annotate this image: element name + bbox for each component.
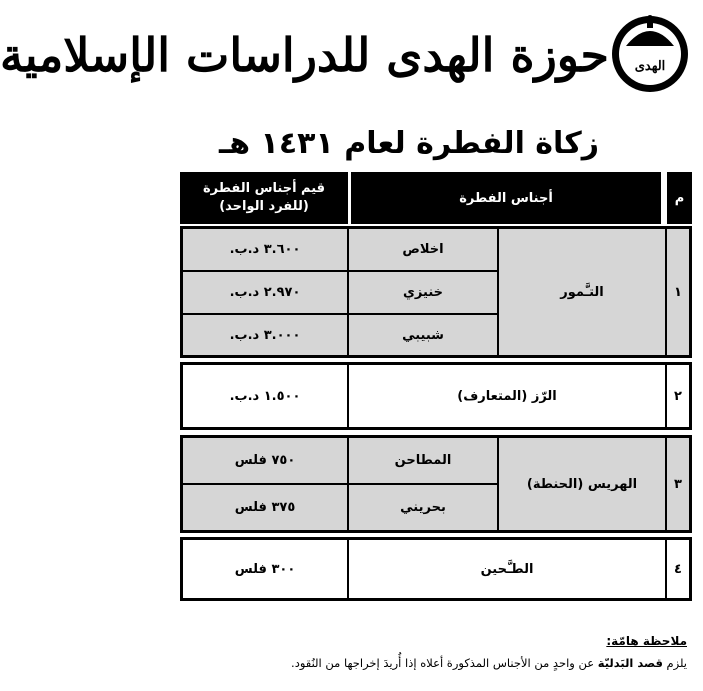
- item-value-cell: ٣.٠٠٠ د.ب.: [182, 314, 348, 356]
- note-text-bold: قصد البَدليّة: [597, 656, 663, 670]
- item-name-cell: بحريني: [348, 484, 498, 531]
- column-header-values: [180, 172, 348, 224]
- logo-text: الهدى: [634, 59, 666, 74]
- item-value-cell: ٢.٩٧٠ د.ب.: [182, 271, 348, 314]
- category-cell: الرّز (المتعارف): [348, 364, 666, 428]
- row-number: ٤: [666, 539, 690, 599]
- item-value-cell: ٣.٦٠٠ د.ب.: [182, 228, 348, 271]
- column-header-number: م: [667, 172, 692, 224]
- category-cell: الطـَّحين: [348, 539, 666, 599]
- note-text: [291, 656, 687, 670]
- item-value-cell: ٣٠٠ فلس: [182, 539, 348, 599]
- item-value-cell: ٧٥٠ فلس: [182, 437, 348, 484]
- column-header-types: أجناس الفطرة: [348, 172, 664, 224]
- item-name-cell: شبيبي: [348, 314, 498, 356]
- item-value-cell: ٣٧٥ فلس: [182, 484, 348, 531]
- column-header-values-sub: (للفرد الواحد): [219, 199, 309, 214]
- item-value-cell: ١.٥٠٠ د.ب.: [182, 364, 348, 428]
- row-number: ٣: [666, 437, 690, 531]
- category-cell: الهريس (الحنطة): [498, 437, 666, 531]
- page-title: زكاة الفطرة لعام ١٤٣١ هـ: [219, 126, 599, 161]
- item-name-cell: المطاحن: [348, 437, 498, 484]
- page-header: [0, 0, 703, 120]
- organization-logo-icon: [610, 14, 690, 94]
- item-name-cell: خنيزي: [348, 271, 498, 314]
- note-text-pre: يلزم: [662, 656, 687, 670]
- organization-name: حوزة الهدى للدراسات الإسلامية: [0, 28, 609, 82]
- column-header-values-label: قيم أجناس الفطرة: [202, 181, 326, 196]
- note-text-post: عن واحدٍ من الأجناس المذكورة أعلاه إذا أُريدَ إخراجها من النُقود.: [291, 656, 598, 670]
- category-cell: التـَّمور: [498, 228, 666, 356]
- row-number: ١: [666, 228, 690, 356]
- note-title: ملاحظة هامّة:: [606, 634, 687, 648]
- item-name-cell: اخلاص: [348, 228, 498, 271]
- row-number: ٢: [666, 364, 690, 428]
